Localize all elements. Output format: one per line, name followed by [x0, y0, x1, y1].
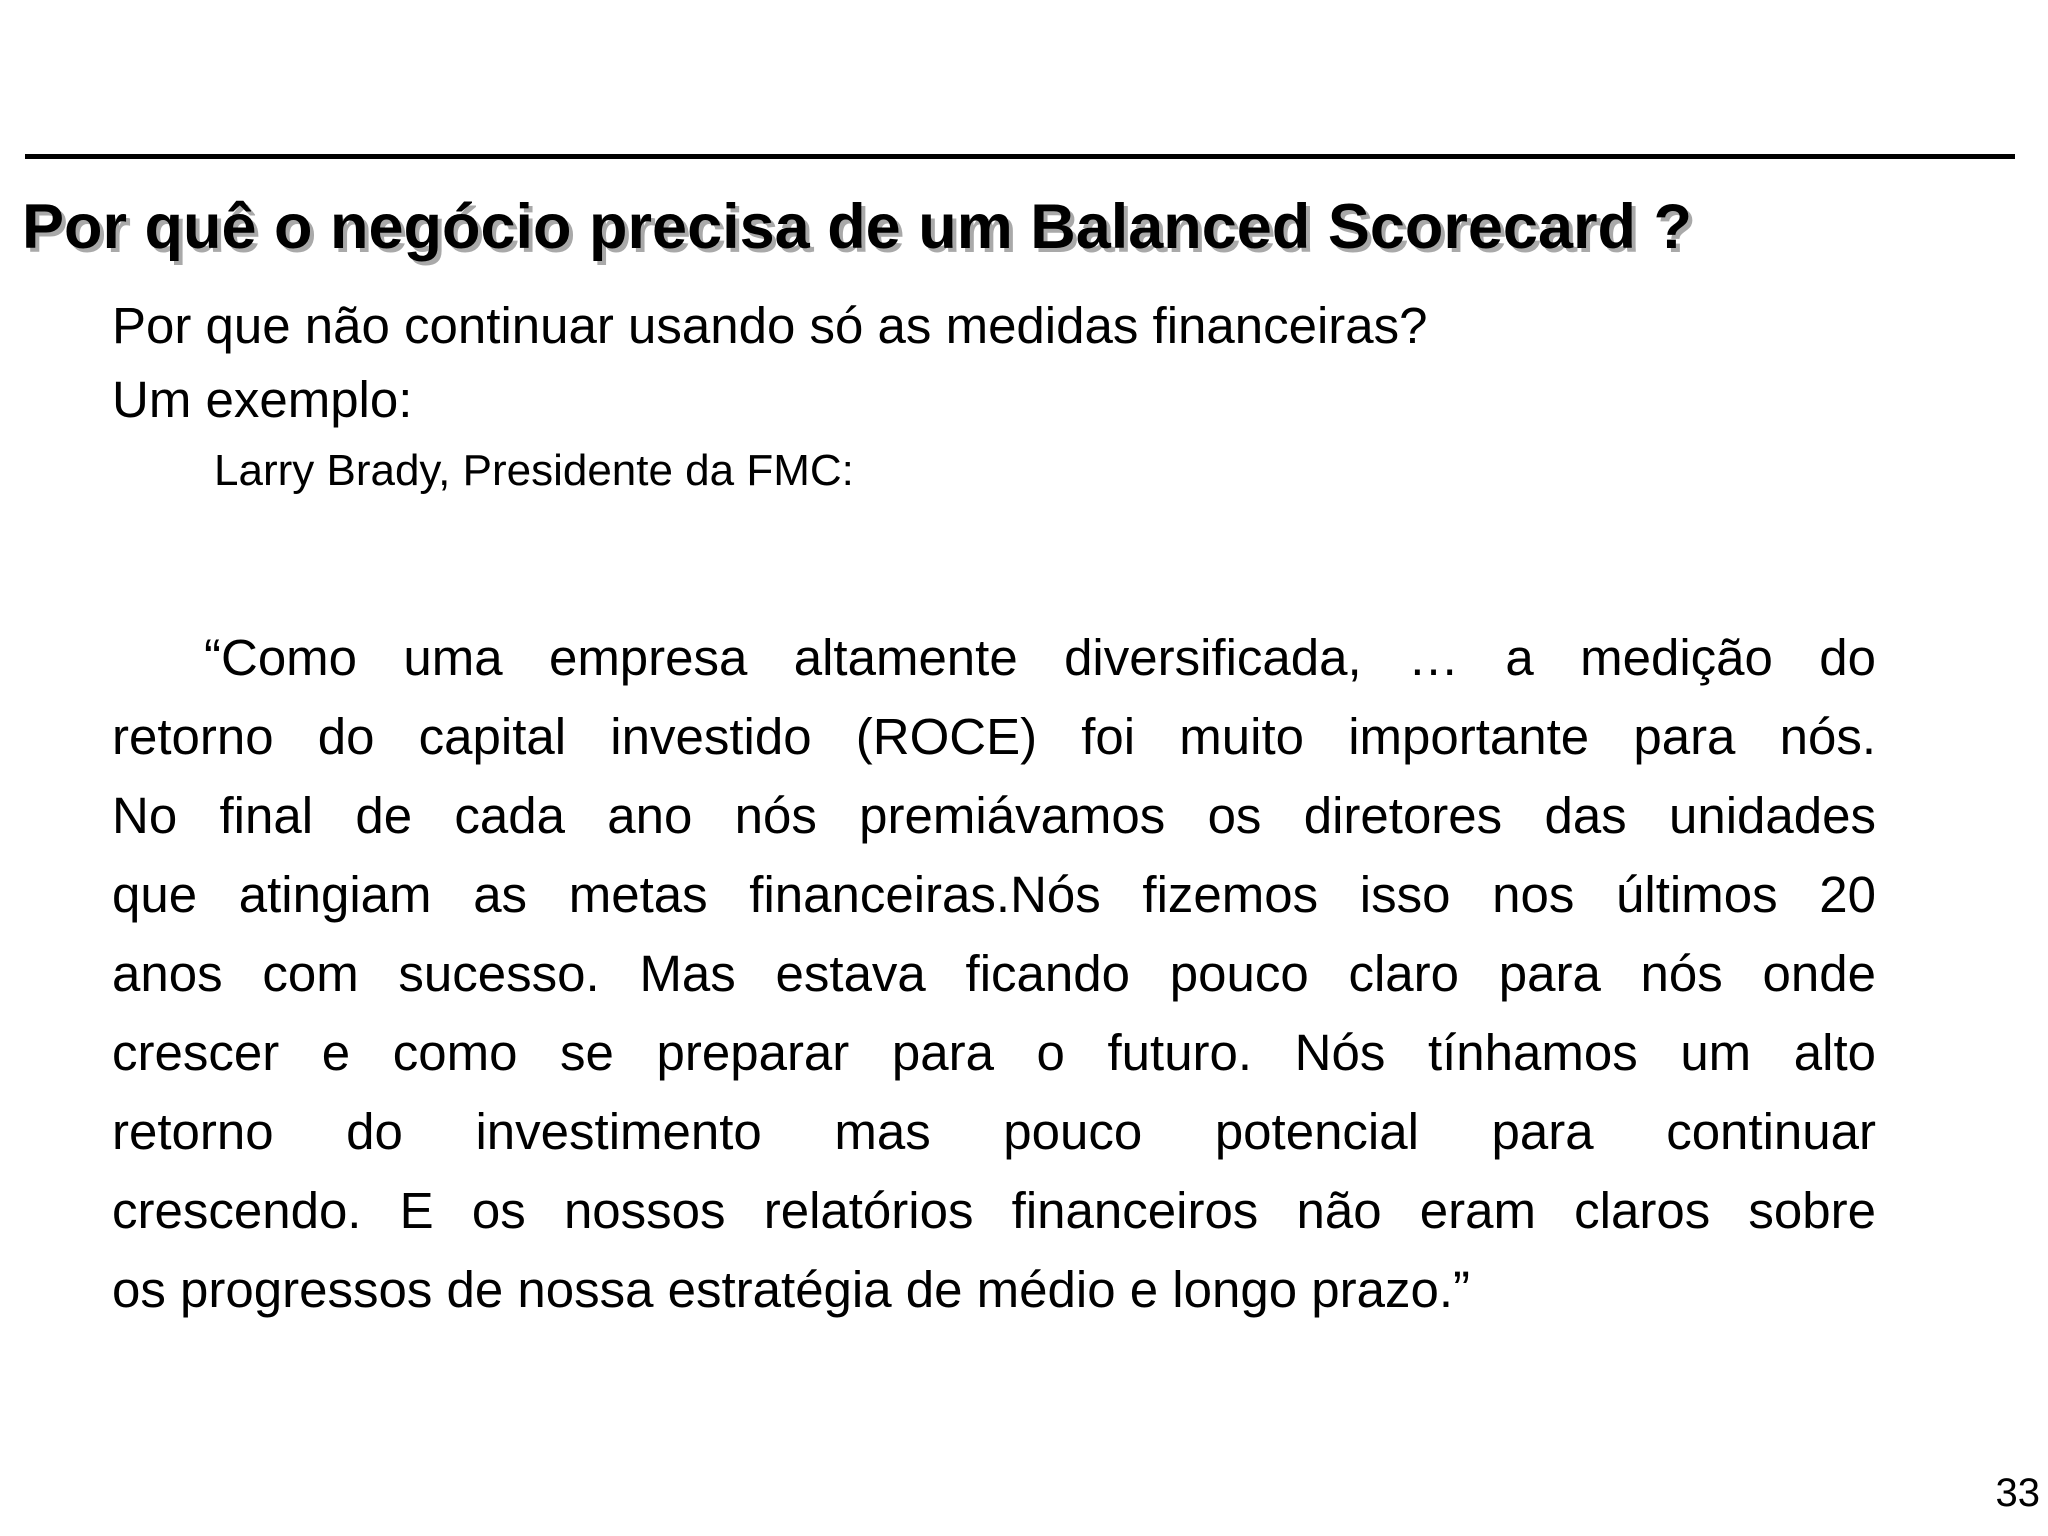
quote-line: “Como uma empresa altamente diversificada, … a medição do — [204, 629, 1876, 686]
quote-attribution: Larry Brady, Presidente da FMC: — [214, 446, 854, 495]
page-number: 33 — [1995, 1471, 2040, 1515]
quote-line: que atingiam as metas financeiras.Nós fizemos isso nos últimos 20 — [112, 866, 1876, 923]
quote-block — [112, 618, 1876, 1329]
quote-line: retorno do investimento mas pouco potencial para continuar — [112, 1103, 1876, 1160]
question-text: Por que não continuar usando só as medidas financeiras? — [112, 297, 1428, 354]
quote-line: No final de cada ano nós premiávamos os diretores das unidades — [112, 787, 1876, 844]
quote-line: retorno do capital investido (ROCE) foi muito importante para nós. — [112, 708, 1876, 765]
quote-line: crescendo. E os nossos relatórios financeiros não eram claros sobre — [112, 1182, 1876, 1239]
quote-line: os progressos de nossa estratégia de médio e longo prazo.” — [112, 1261, 1470, 1318]
example-label: Um exemplo: — [112, 371, 413, 428]
title-divider — [25, 154, 2015, 159]
quote-line: anos com sucesso. Mas estava ficando pouco claro para nós onde — [112, 945, 1876, 1002]
slide-title: Por quê o negócio precisa de um Balanced Scorecard ? — [22, 192, 1692, 262]
quote-line: crescer e como se preparar para o futuro. Nós tínhamos um alto — [112, 1024, 1876, 1081]
